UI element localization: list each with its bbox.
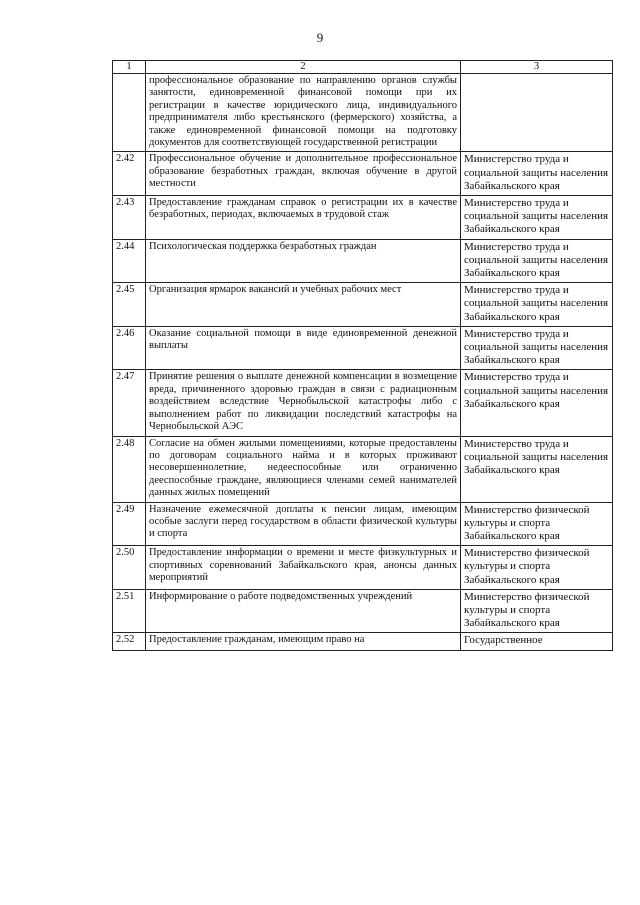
row-description: Предоставление информации о времени и месте физкультурных и спортивных соревнований Забайкальского края, анонсы данных мероприятий <box>146 546 461 590</box>
table-row <box>113 370 613 436</box>
row-organization <box>461 74 613 152</box>
row-description: Предоставление гражданам, имеющим право на <box>146 633 461 650</box>
row-description: Согласие на обмен жилыми помещениями, которые предоставлены по договорам социального найма и в которых проживают несовершеннолетние, недееспособные или ограниченно дееспособные граждане, являющиеся членами семей нанимателей данных жилых помещений <box>146 436 461 502</box>
table-row <box>113 546 613 590</box>
row-description: Психологическая поддержка безработных граждан <box>146 239 461 283</box>
row-number: 2.49 <box>113 502 146 546</box>
table-header-row <box>113 61 613 74</box>
row-number <box>113 74 146 152</box>
row-description: Профессиональное обучение и дополнительное профессиональное образование безработных граждан, включая обучение в другой местности <box>146 152 461 196</box>
row-description: Назначение ежемесячной доплаты к пенсии лицам, имеющим особые заслуги перед государством в области физической культуры и спорта <box>146 502 461 546</box>
row-organization: Министерство труда и социальной защиты населения Забайкальского края <box>461 152 613 196</box>
table-row <box>113 283 613 327</box>
row-number: 2.43 <box>113 196 146 240</box>
row-number: 2.50 <box>113 546 146 590</box>
row-description: Организация ярмарок вакансий и учебных рабочих мест <box>146 283 461 327</box>
row-organization: Министерство физической культуры и спорта Забайкальского края <box>461 502 613 546</box>
row-organization: Министерство труда и социальной защиты населения Забайкальского края <box>461 436 613 502</box>
row-organization: Министерство труда и социальной защиты населения Забайкальского края <box>461 370 613 436</box>
table-row <box>113 152 613 196</box>
row-number: 2.45 <box>113 283 146 327</box>
row-number: 2.51 <box>113 589 146 633</box>
table-row <box>113 436 613 502</box>
column-header: 1 <box>113 61 146 74</box>
row-number: 2.44 <box>113 239 146 283</box>
table-row <box>113 633 613 650</box>
row-organization: Министерство труда и социальной защиты населения Забайкальского края <box>461 326 613 370</box>
table-row <box>113 196 613 240</box>
table-row <box>113 502 613 546</box>
column-header: 2 <box>146 61 461 74</box>
row-description: профессиональное образование по направлению органов службы занятости, единовременной финансовой помощи при их регистрации в качестве юридического лица, индивидуального предпринимателя либо крестьянского (фермерского) хозяйства, а также единовременной финансовой помощи на подготовку документов для соответствующей государственной регистрации <box>146 74 461 152</box>
row-organization: Министерство труда и социальной защиты населения Забайкальского края <box>461 196 613 240</box>
page-number: 9 <box>316 30 324 45</box>
row-organization: Министерство физической культуры и спорта Забайкальского края <box>461 589 613 633</box>
row-number: 2.47 <box>113 370 146 436</box>
row-description: Информирование о работе подведомственных учреждений <box>146 589 461 633</box>
row-organization: Министерство труда и социальной защиты населения Забайкальского края <box>461 239 613 283</box>
row-organization: Министерство физической культуры и спорта Забайкальского края <box>461 546 613 590</box>
row-number: 2.52 <box>113 633 146 650</box>
table-row-continued <box>113 74 613 152</box>
column-header: 3 <box>461 61 613 74</box>
table-row <box>113 589 613 633</box>
table-row <box>113 326 613 370</box>
table-row <box>113 239 613 283</box>
row-number: 2.48 <box>113 436 146 502</box>
row-organization: Государственное <box>461 633 613 650</box>
row-description: Оказание социальной помощи в виде единовременной денежной выплаты <box>146 326 461 370</box>
row-organization: Министерство труда и социальной защиты населения Забайкальского края <box>461 283 613 327</box>
row-description: Принятие решения о выплате денежной компенсации в возмещение вреда, причиненного здоровью граждан в связи с радиационным воздействием вследствие Чернобыльской катастрофы либо с выполнением работ по ликвидации последствий катастрофы на Чернобыльской АЭС <box>146 370 461 436</box>
row-description: Предоставление гражданам справок о регистрации их в качестве безработных, периодах, включаемых в трудовой стаж <box>146 196 461 240</box>
row-number: 2.46 <box>113 326 146 370</box>
services-table <box>112 60 613 651</box>
row-number: 2.42 <box>113 152 146 196</box>
